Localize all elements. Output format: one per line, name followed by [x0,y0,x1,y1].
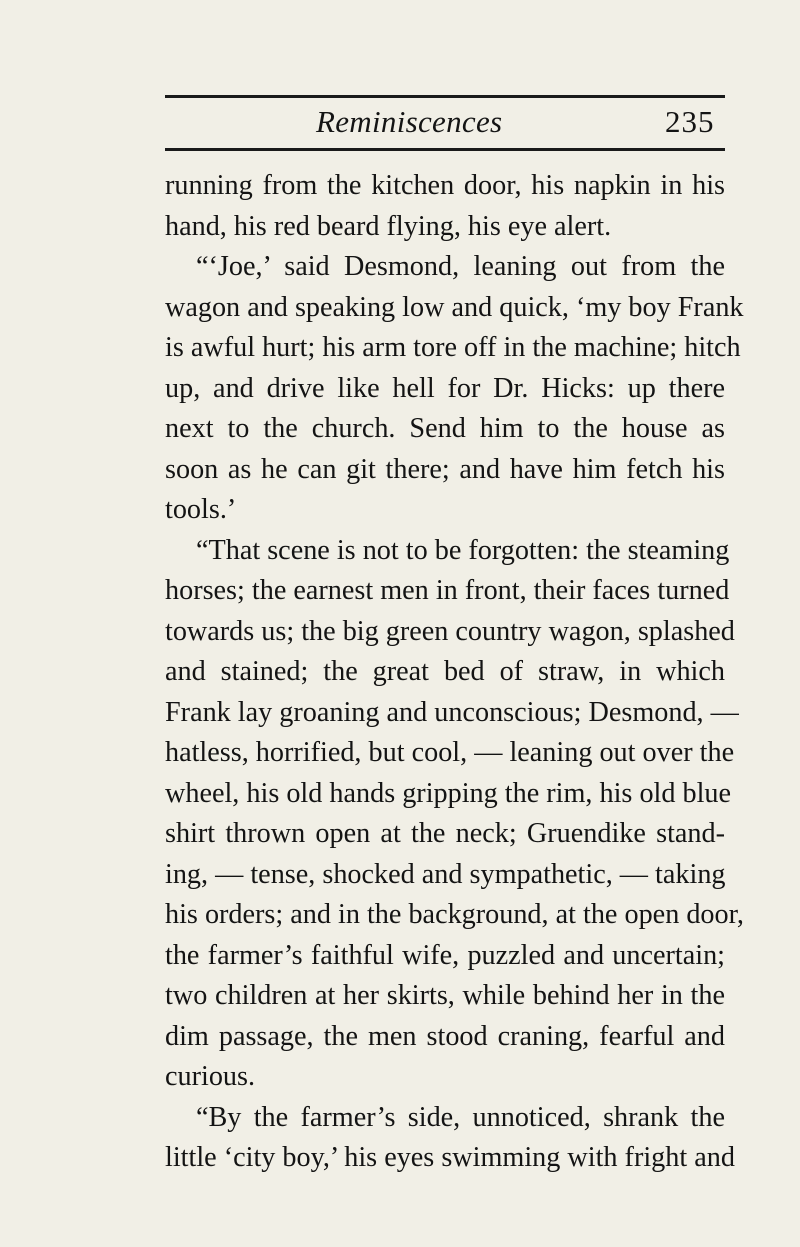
text-line: two children at her skirts, while behind her in the [165,980,725,1011]
running-title: Reminiscences [316,104,503,139]
text-line: “That scene is not to be forgotten: the steaming [196,534,730,566]
text-line: hand, his red beard flying, his eye alert. [165,210,612,242]
text-line: soon as he can git there; and have him fetch his [165,453,725,485]
text-line: tools.’ [165,494,237,525]
text-line: little ‘city boy,’ his eyes swimming with fright and [165,1142,735,1173]
text-line: next to the church. Send him to the house as [165,413,725,444]
text-line: “‘Joe,’ said Desmond, leaning out from the [196,251,725,282]
text-line: up, and drive like hell for Dr. Hicks: up there [165,372,725,404]
text-line: towards us; the big green country wagon, splashed [165,615,735,647]
text-line: is awful hurt; his arm tore off in the machine; hitch [165,332,741,363]
text-line: shirt thrown open at the neck; Gruendike stand- [165,818,725,849]
text-line: wagon and speaking low and quick, ‘my boy Frank [165,291,744,323]
text-line: the farmer’s faithful wife, puzzled and uncertain; [165,939,725,971]
text-line: curious. [165,1061,256,1092]
text-line: his orders; and in the background, at the open door, [165,899,744,930]
text-line: Frank lay groaning and unconscious; Desmond, — [165,696,739,728]
text-line: hatless, horrified, but cool, — leaning out over the [165,737,735,768]
text-line: horses; the earnest men in front, their faces turned [165,575,730,606]
page-number: 235 [665,104,715,139]
text-line: wheel, his old hands gripping the rim, his old blue [165,777,732,809]
text-line: “By the farmer’s side, unnoticed, shrank the [196,1101,725,1133]
text-line: and stained; the great bed of straw, in which [165,656,725,687]
text-line: ing, — tense, shocked and sympathetic, — taking [165,858,726,890]
text-line: dim passage, the men stood craning, fearful and [165,1020,725,1052]
header-rule-top [165,95,725,98]
header-rule-bottom [165,148,725,151]
text-line: running from the kitchen door, his napkin in his [165,170,725,201]
body-text [165,166,744,1179]
